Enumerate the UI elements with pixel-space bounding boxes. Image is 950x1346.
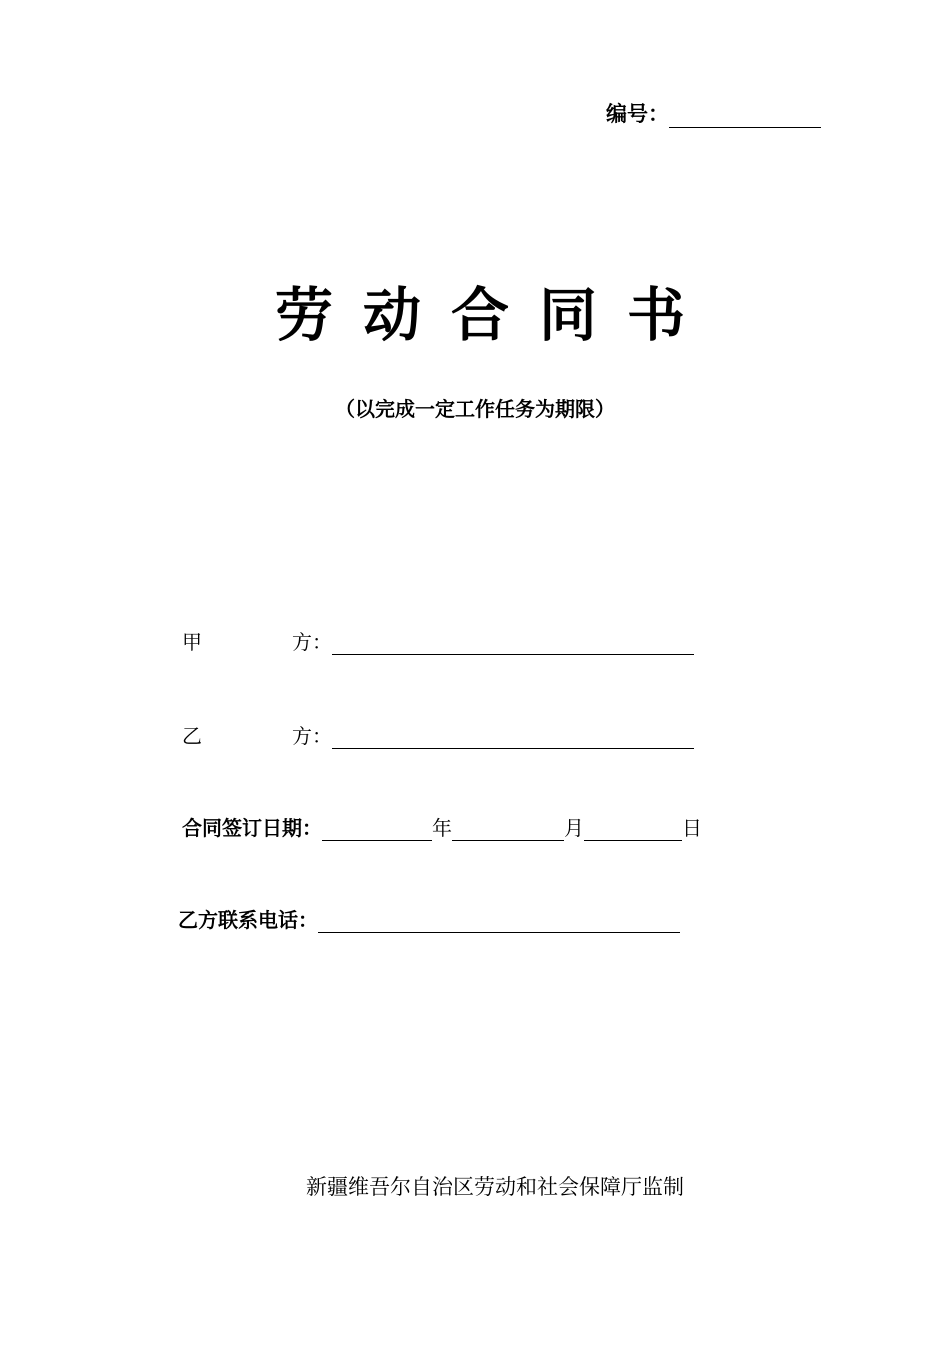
sign-date-month-field[interactable] — [452, 818, 564, 841]
document-title: 劳动合同书 — [274, 281, 715, 349]
party-a-label-suffix: 方： — [292, 630, 332, 654]
sign-date-label: 合同签订日期： — [182, 816, 322, 840]
party-a-field[interactable] — [332, 632, 694, 655]
issuer-footer: 新疆维吾尔自治区劳动和社会保障厅监制 — [306, 1175, 684, 1199]
day-unit: 日 — [682, 816, 702, 840]
party-b-label-char: 乙 — [182, 724, 202, 748]
party-b-row — [182, 720, 694, 749]
serial-number-field[interactable] — [669, 103, 821, 128]
party-b-field[interactable] — [332, 726, 694, 749]
party-b-label-suffix: 方： — [292, 724, 332, 748]
party-a-label-char: 甲 — [182, 630, 202, 654]
serial-number — [606, 98, 821, 128]
party-a-row — [182, 626, 694, 655]
year-unit: 年 — [432, 816, 452, 840]
sign-date-row — [182, 812, 702, 841]
phone-row — [178, 904, 680, 933]
serial-number-label: 编号： — [606, 102, 669, 126]
sign-date-day-field[interactable] — [584, 818, 682, 841]
document-subtitle: （以完成一定工作任务为期限） — [335, 397, 615, 421]
month-unit: 月 — [564, 816, 584, 840]
phone-field[interactable] — [318, 910, 680, 933]
sign-date-year-field[interactable] — [322, 818, 432, 841]
phone-label: 乙方联系电话： — [178, 908, 318, 932]
